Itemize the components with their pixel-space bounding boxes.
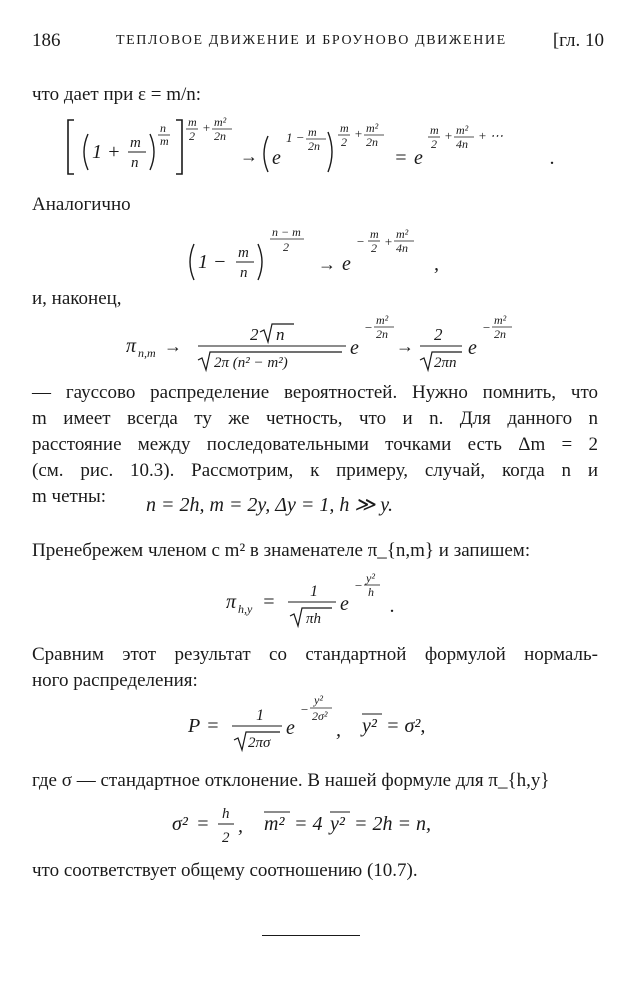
svg-text:n: n (276, 325, 285, 344)
svg-text:=: = (262, 591, 276, 613)
equation-6-graphic (186, 692, 446, 756)
svg-text:h,y: h,y (238, 602, 253, 616)
equation-5 (224, 568, 424, 632)
svg-text:2n: 2n (308, 139, 320, 153)
svg-text:m²: m² (396, 227, 409, 241)
running-title: ТЕПЛОВОЕ ДВИЖЕНИЕ И БРОУНОВО ДВИЖЕНИЕ (116, 33, 507, 48)
svg-text:→: → (240, 146, 258, 166)
paragraph-corresponds: что соответствует общему соотношению (10.7). (32, 860, 418, 881)
paragraph-gaussian (32, 380, 598, 510)
svg-text:2n: 2n (376, 327, 388, 341)
svg-text:m²: m² (264, 813, 285, 835)
svg-text:P: P (188, 715, 201, 737)
svg-text:2πn: 2πn (434, 355, 457, 371)
svg-text:πh: πh (306, 611, 322, 627)
svg-text:n: n (160, 121, 166, 135)
paragraph-intro: что дает при ε = m/n: (32, 84, 202, 105)
svg-text:−: − (364, 320, 373, 335)
svg-text:−: − (482, 320, 491, 335)
svg-text:+: + (354, 126, 363, 141)
equation-4: n = 2h, m = 2y, Δy = 1, h ≫ y. (146, 494, 394, 516)
svg-text:1 −: 1 − (286, 130, 305, 145)
svg-text:m: m (430, 123, 439, 137)
svg-text:.: . (550, 147, 555, 169)
svg-text:h: h (368, 585, 374, 599)
text-line: m четны: (32, 486, 107, 507)
svg-text:π: π (126, 335, 137, 357)
svg-text:e: e (340, 593, 349, 615)
svg-text:n: n (240, 265, 248, 281)
svg-text:h: h (222, 806, 230, 822)
svg-text:+: + (444, 128, 453, 143)
paragraph-similarly: Аналогично (32, 194, 131, 215)
svg-text:2π (n² − m²): 2π (n² − m²) (214, 355, 288, 371)
svg-text:e: e (272, 147, 281, 169)
svg-text:y²: y² (330, 813, 345, 835)
svg-text:2n: 2n (214, 129, 226, 143)
svg-text:= 4: = 4 (294, 813, 323, 835)
svg-text:m²: m² (494, 314, 507, 327)
svg-text:1: 1 (310, 583, 318, 600)
equation-5-graphic (224, 568, 424, 632)
svg-text:=: = (196, 813, 210, 835)
svg-text:1: 1 (256, 707, 264, 724)
svg-text:m: m (238, 245, 249, 261)
svg-text:π: π (226, 591, 237, 613)
svg-text:e: e (350, 337, 359, 359)
text-line: расстояние между последовательными точками есть Δm = 2 (32, 434, 598, 455)
svg-text:= σ²,: = σ², (386, 715, 426, 737)
equation-6 (186, 692, 446, 756)
svg-text:2n: 2n (494, 327, 506, 341)
svg-text:−: − (300, 702, 309, 717)
end-rule (262, 935, 360, 936)
text-line: (см. рис. 10.3). Рассмотрим, к примеру, случай, когда n и (32, 460, 598, 481)
svg-text:m: m (370, 227, 379, 241)
svg-text:+: + (202, 120, 211, 135)
page-number: 186 (32, 30, 61, 51)
svg-text:2πσ: 2πσ (248, 735, 271, 751)
svg-text:e: e (342, 253, 351, 275)
svg-text:=: = (206, 715, 220, 737)
svg-text:2: 2 (283, 240, 289, 254)
svg-text:1 −: 1 − (198, 251, 227, 273)
equation-7-graphic (170, 800, 460, 850)
svg-text:2n: 2n (366, 135, 378, 149)
svg-text:2: 2 (341, 135, 347, 149)
svg-text:2: 2 (222, 830, 230, 846)
svg-text:m: m (188, 115, 197, 129)
svg-text:m: m (340, 121, 349, 135)
svg-text:y²: y² (366, 571, 375, 585)
svg-text:2: 2 (189, 129, 195, 143)
equation-1-graphic (64, 112, 564, 180)
svg-text:2: 2 (434, 325, 443, 344)
equation-2-graphic (180, 222, 450, 282)
svg-text:,: , (238, 815, 243, 837)
svg-text:n: n (131, 155, 139, 171)
equation-2 (180, 222, 450, 282)
svg-text:n,m: n,m (138, 346, 156, 360)
svg-text:2: 2 (371, 241, 377, 255)
svg-text:4n: 4n (396, 241, 408, 255)
svg-text:−: − (354, 578, 363, 593)
text-line: — гауссово распределение вероятностей. Нужно помнить, что (32, 382, 598, 403)
text-line: ного распределения: (32, 670, 198, 691)
svg-text:→: → (318, 254, 336, 274)
paragraph-compare (32, 642, 598, 694)
svg-text:m²: m² (214, 115, 227, 129)
svg-text:e: e (286, 717, 295, 739)
svg-text:2: 2 (250, 325, 259, 344)
svg-text:m²: m² (456, 123, 469, 137)
svg-text:−: − (356, 234, 365, 249)
svg-text:y²: y² (362, 715, 377, 737)
text-line: Сравним этот результат со стандартной формулой нормаль- (32, 644, 598, 665)
svg-text:m: m (130, 135, 141, 151)
svg-text:m: m (308, 125, 317, 139)
svg-text:2: 2 (431, 137, 437, 151)
svg-text:=: = (394, 147, 408, 169)
svg-text:m: m (160, 134, 169, 148)
svg-text:m²: m² (376, 314, 389, 327)
page-header (32, 30, 604, 56)
equation-7 (170, 800, 460, 850)
svg-text:1 +: 1 + (92, 141, 121, 163)
svg-text:m²: m² (366, 121, 379, 135)
svg-text:.: . (390, 595, 395, 617)
svg-text:2σ²: 2σ² (312, 709, 328, 723)
svg-text:σ²: σ² (172, 813, 188, 835)
paragraph-finally: и, наконец, (32, 288, 122, 309)
svg-text:→: → (164, 336, 182, 356)
text-line: m имеет всегда ту же четность, что и n. Для данного n (32, 408, 598, 429)
svg-text:n − m: n − m (272, 225, 301, 239)
svg-text:= 2h = n,: = 2h = n, (354, 813, 431, 835)
equation-3-graphic (124, 314, 514, 374)
chapter-reference: [гл. 10 (552, 30, 604, 51)
svg-text:,: , (336, 719, 341, 741)
svg-text:y²: y² (314, 693, 323, 707)
svg-text:→: → (396, 336, 414, 356)
paragraph-where-sigma: где σ — стандартное отклонение. В нашей формуле для π_{h,y} (32, 770, 550, 791)
svg-text:e: e (468, 337, 477, 359)
svg-text:e: e (414, 147, 423, 169)
svg-text:4n: 4n (456, 137, 468, 151)
svg-text:+ ⋯: + ⋯ (478, 128, 504, 143)
equation-3 (124, 314, 514, 374)
paragraph-neglect: Пренебрежем членом с m² в знаменателе π_{n,m} и запишем: (32, 540, 531, 561)
equation-1 (64, 112, 564, 180)
svg-text:,: , (434, 253, 439, 275)
svg-text:+: + (384, 234, 393, 249)
